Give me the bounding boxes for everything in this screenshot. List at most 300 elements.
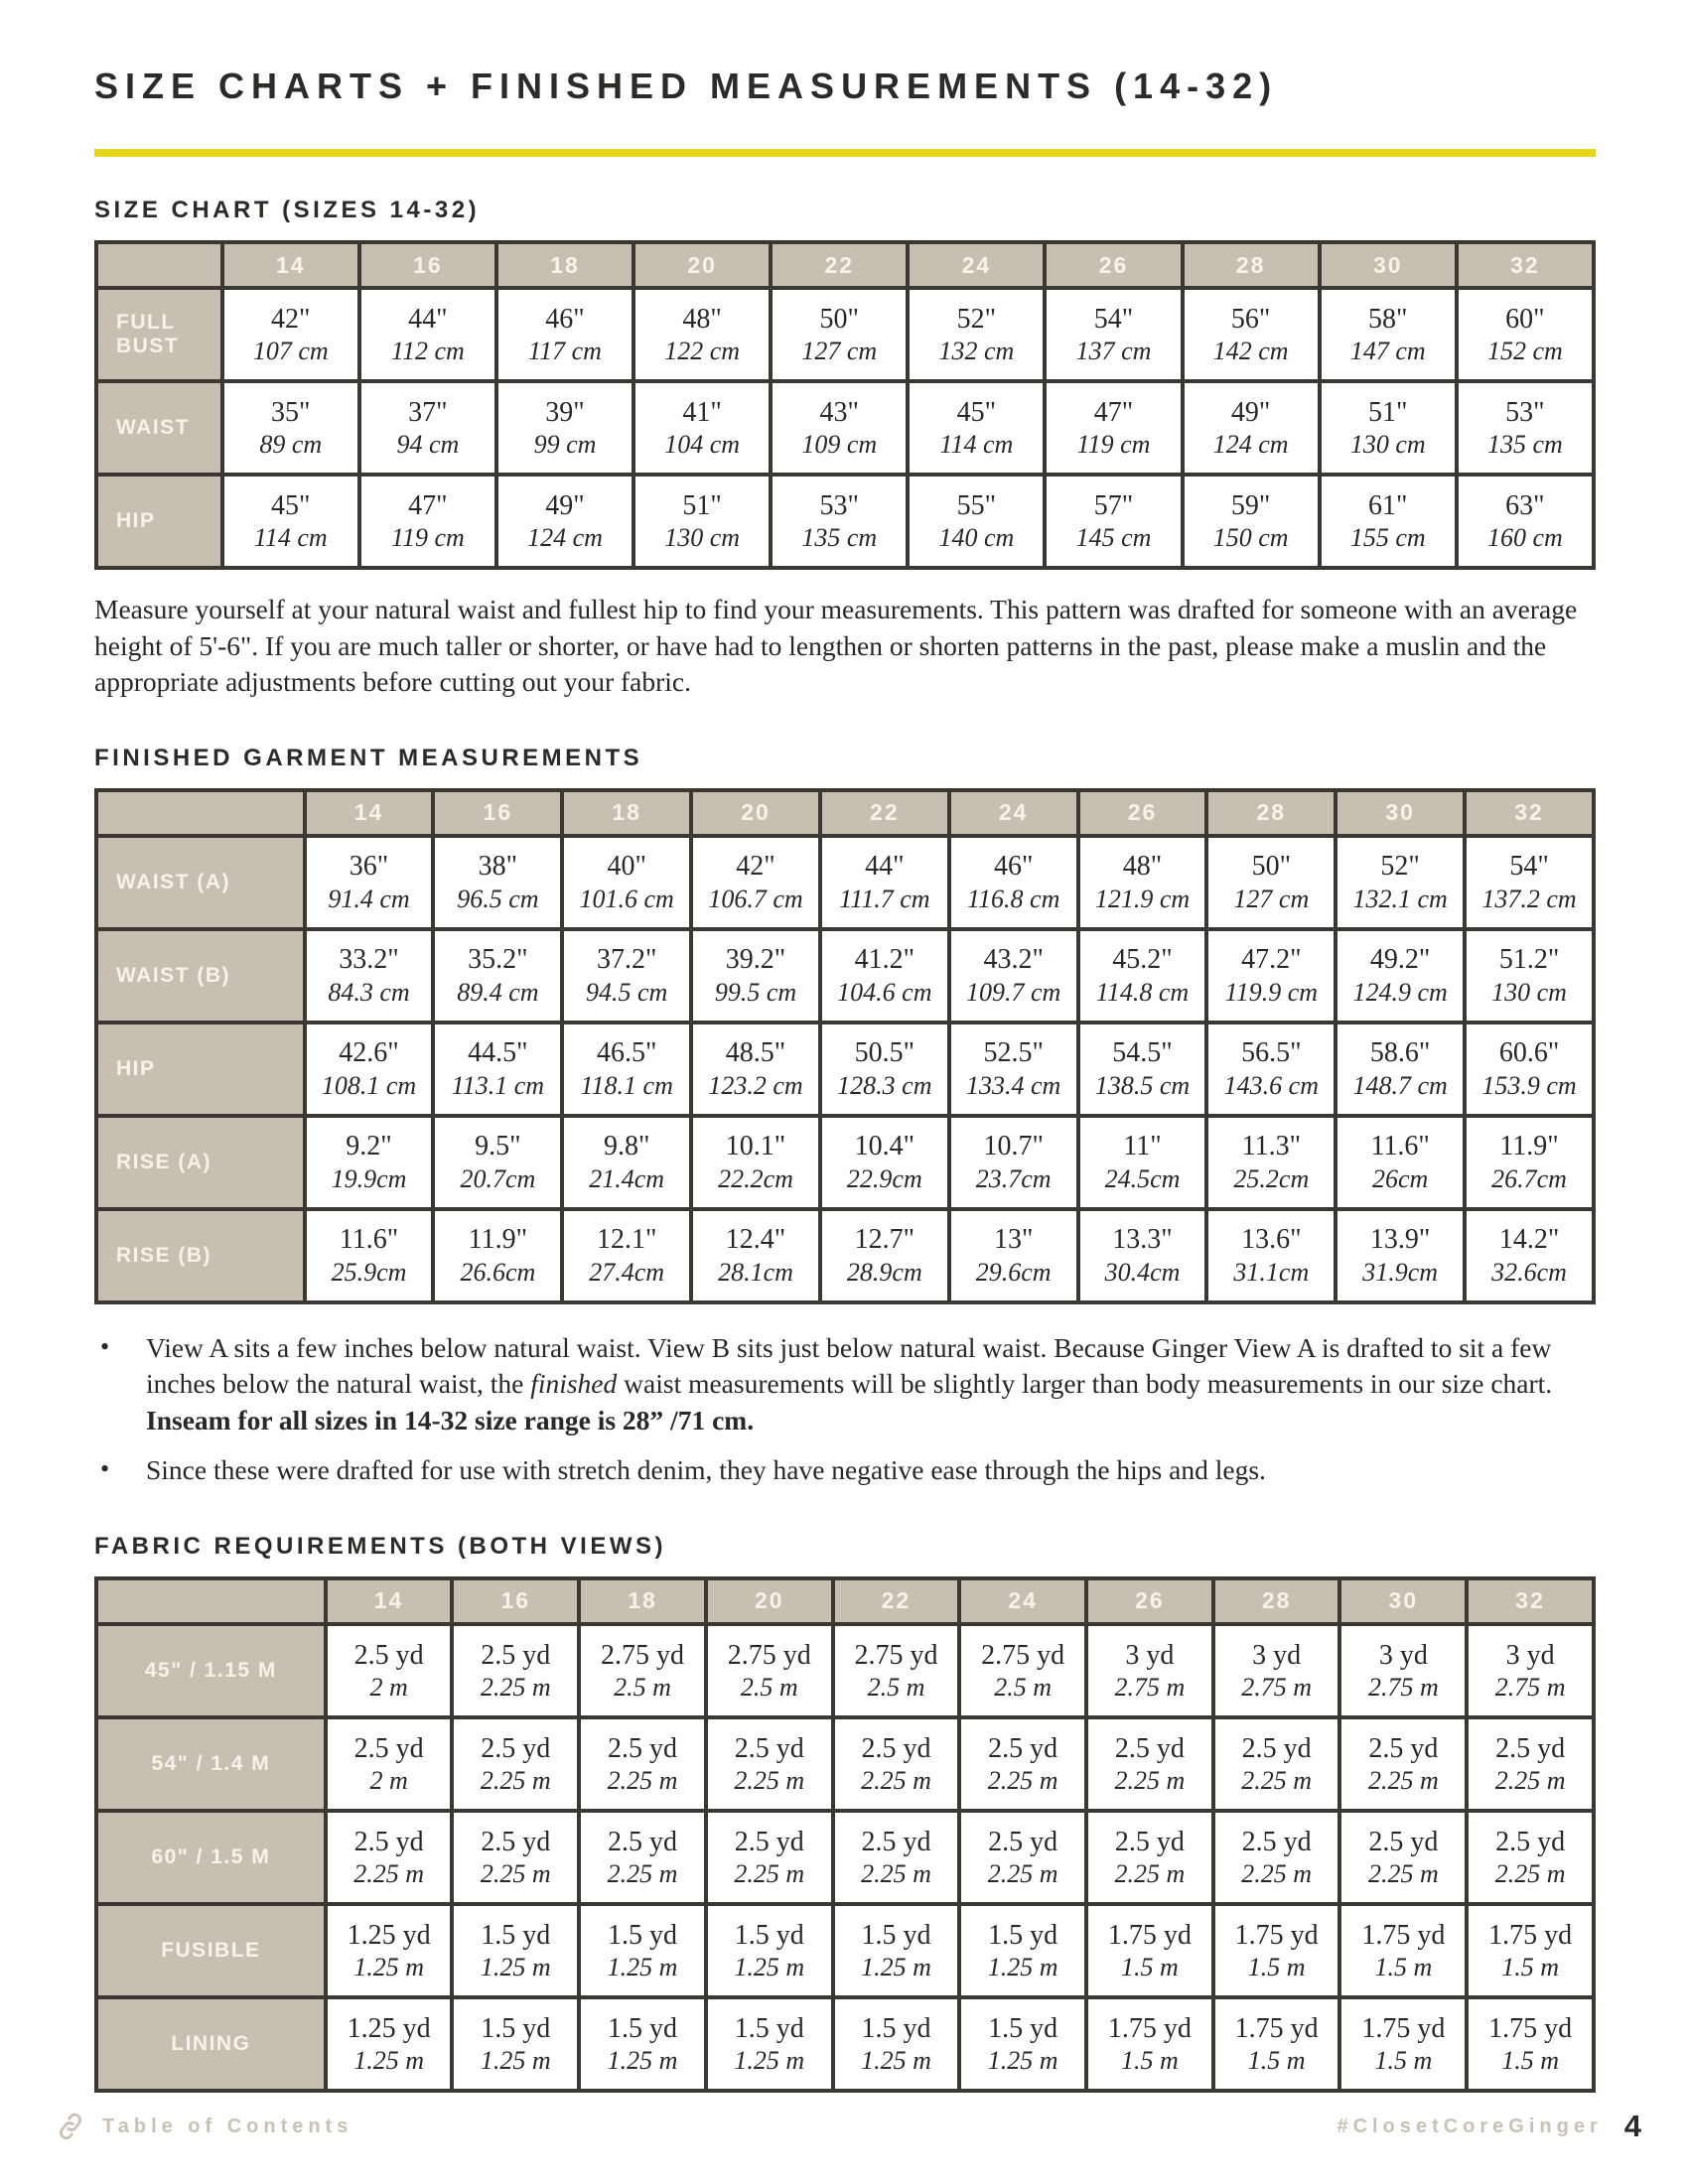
table-row — [96, 1624, 1594, 1717]
section-fabric-requirements — [94, 1533, 1596, 2093]
secondary-value: 2.25 m — [480, 1859, 551, 1889]
primary-value: 9.8" — [603, 1131, 650, 1162]
secondary-value: 94.5 cm — [586, 977, 668, 1007]
measurement-cell — [1467, 1997, 1594, 2091]
measurement-cell — [496, 381, 633, 475]
secondary-value: 142 cm — [1212, 337, 1289, 366]
measurement-cell — [820, 1116, 949, 1209]
measurement-cell — [1339, 1904, 1467, 1997]
measurement-cell — [359, 288, 496, 381]
primary-value: 1.5 yd — [481, 1919, 551, 1951]
primary-value: 1.5 yd — [861, 2012, 931, 2044]
primary-value: 2.75 yd — [981, 1639, 1065, 1671]
secondary-value: 2.25 m — [1494, 1766, 1566, 1796]
corner-cell — [96, 1578, 326, 1624]
secondary-value: 121.9 cm — [1094, 884, 1191, 913]
measurement-cell — [305, 1209, 434, 1302]
secondary-value: 114.8 cm — [1095, 977, 1190, 1007]
primary-value: 63" — [1505, 489, 1545, 521]
size-column-header: 14 — [326, 1578, 453, 1624]
size-column-header: 18 — [496, 242, 633, 288]
measurement-cell — [949, 1209, 1078, 1302]
table-row — [96, 1209, 1594, 1302]
secondary-value: 1.25 m — [861, 2046, 931, 2076]
secondary-value: 148.7 cm — [1352, 1070, 1448, 1100]
measurement-cell — [1206, 1023, 1336, 1116]
secondary-value: 135 cm — [801, 523, 878, 553]
note-text: Since these were drafted for use with stretch denim, they have negative ease through the hips and legs. — [146, 1454, 1266, 1486]
primary-value: 1.75 yd — [1361, 2012, 1446, 2044]
secondary-value: 2.25 m — [734, 1766, 805, 1796]
measurement-cell — [820, 929, 949, 1023]
size-header-row — [96, 242, 1594, 288]
primary-value: 1.5 yd — [608, 2012, 678, 2044]
primary-value: 2.5 yd — [1241, 1732, 1312, 1764]
secondary-value: 114 cm — [939, 430, 1014, 460]
size-column-header: 24 — [908, 242, 1045, 288]
measurement-cell — [1078, 929, 1207, 1023]
secondary-value: 1.5 m — [1374, 1953, 1433, 1982]
secondary-value: 118.1 cm — [580, 1070, 673, 1100]
table-row — [96, 288, 1594, 381]
secondary-value: 2.5 m — [740, 1673, 798, 1703]
primary-value: 48.5" — [725, 1037, 786, 1069]
measurement-cell — [959, 1904, 1086, 1997]
table-header — [96, 1578, 1594, 1624]
row-label: LINING — [96, 1997, 326, 2091]
primary-value: 2.5 yd — [988, 1826, 1058, 1857]
secondary-value: 132 cm — [938, 337, 1015, 366]
secondary-value: 26cm — [1371, 1163, 1429, 1193]
measurement-cell — [222, 475, 359, 568]
table-row — [96, 929, 1594, 1023]
measurement-cell — [633, 381, 771, 475]
secondary-value: 123.2 cm — [708, 1070, 803, 1100]
secondary-value: 21.4cm — [589, 1163, 665, 1193]
measurement-cell — [691, 1116, 820, 1209]
primary-value: 60" — [1505, 303, 1545, 335]
primary-value: 10.1" — [725, 1131, 786, 1162]
secondary-value: 2.25 m — [734, 1859, 805, 1889]
primary-value: 1.25 yd — [347, 1919, 431, 1951]
measurement-cell — [1206, 1116, 1336, 1209]
primary-value: 2.75 yd — [854, 1639, 938, 1671]
primary-value: 1.75 yd — [1234, 1919, 1319, 1951]
measurement-cell — [1086, 1904, 1213, 1997]
measurement-cell — [833, 1904, 960, 1997]
size-column-header: 16 — [359, 242, 496, 288]
primary-value: 12.1" — [596, 1224, 657, 1256]
measurement-cell — [1467, 1811, 1594, 1904]
primary-value: 45.2" — [1112, 944, 1173, 976]
measurement-cell — [1206, 929, 1336, 1023]
row-label: HIP — [96, 1023, 305, 1116]
primary-value: 14.2" — [1498, 1224, 1560, 1256]
secondary-value: 127 cm — [801, 337, 878, 366]
note-text: waist measurements will be slightly larger than body measurements in our size chart. — [617, 1368, 1553, 1400]
primary-value: 38" — [478, 851, 518, 883]
measurement-cell — [1339, 1624, 1467, 1717]
measurement-cell — [771, 288, 908, 381]
primary-value: 59" — [1230, 489, 1271, 521]
secondary-value: 29.6cm — [975, 1257, 1052, 1287]
secondary-value: 2.25 m — [1494, 1859, 1566, 1889]
secondary-value: 155 cm — [1349, 523, 1426, 553]
measurement-cell — [691, 1023, 820, 1116]
secondary-value: 137.2 cm — [1481, 884, 1577, 913]
size-column-header: 26 — [1086, 1578, 1213, 1624]
primary-value: 3 yd — [1378, 1639, 1428, 1671]
secondary-value: 22.9cm — [846, 1163, 922, 1193]
primary-value: 3 yd — [1505, 1639, 1555, 1671]
measurement-cell — [771, 475, 908, 568]
primary-value: 58.6" — [1369, 1037, 1431, 1069]
secondary-value: 1.25 m — [353, 1953, 424, 1982]
measurement-cell — [1467, 1904, 1594, 1997]
primary-value: 43.2" — [983, 944, 1044, 976]
title-underline — [94, 149, 1596, 157]
measurement-cell — [1320, 381, 1457, 475]
measurement-cell — [433, 1023, 562, 1116]
measurement-cell — [579, 1717, 706, 1811]
size-column-header: 18 — [562, 790, 691, 836]
primary-value: 42" — [736, 851, 775, 883]
size-column-header: 32 — [1457, 242, 1594, 288]
secondary-value: 153.9 cm — [1481, 1070, 1577, 1100]
row-label: RISE (A) — [96, 1116, 305, 1209]
measurement-cell — [1045, 475, 1182, 568]
secondary-value: 138.5 cm — [1094, 1070, 1191, 1100]
size-column-header: 18 — [579, 1578, 706, 1624]
measurement-cell — [452, 1624, 579, 1717]
secondary-value: 135 cm — [1486, 430, 1563, 460]
secondary-value: 1.5 m — [1247, 1953, 1306, 1982]
secondary-value: 104.6 cm — [837, 977, 932, 1007]
measurement-cell — [959, 1811, 1086, 1904]
secondary-value: 2.75 m — [1367, 1673, 1439, 1703]
secondary-value: 124 cm — [527, 523, 603, 553]
measurement-cell — [562, 929, 691, 1023]
primary-value: 1.75 yd — [1107, 1919, 1192, 1951]
primary-value: 39.2" — [725, 944, 786, 976]
secondary-value: 1.25 m — [607, 2046, 678, 2076]
size-column-header: 20 — [691, 790, 820, 836]
primary-value: 3 yd — [1125, 1639, 1175, 1671]
primary-value: 39" — [545, 396, 585, 428]
note-text: View A sits a few inches below natural waist. View B sits just below natural waist. Because Ginger View A is drafted to sit a few inches below the natural waist, the — [146, 1331, 1552, 1400]
secondary-value: 127 cm — [1233, 884, 1310, 913]
primary-value: 55" — [956, 489, 997, 521]
secondary-value: 26.7cm — [1491, 1163, 1567, 1193]
measurement-cell — [1465, 1116, 1594, 1209]
primary-value: 2.5 yd — [353, 1826, 424, 1857]
note-item — [94, 1330, 1596, 1439]
secondary-value: 2 m — [369, 1766, 408, 1796]
secondary-value: 112 cm — [390, 337, 465, 366]
secondary-value: 2.25 m — [1241, 1766, 1312, 1796]
measurement-cell — [706, 1717, 833, 1811]
measurement-cell — [579, 1624, 706, 1717]
primary-value: 35" — [271, 396, 311, 428]
primary-value: 56.5" — [1241, 1037, 1302, 1069]
section-size-chart — [94, 197, 1596, 701]
measurement-cell — [833, 1811, 960, 1904]
secondary-value: 2.25 m — [1114, 1859, 1186, 1889]
secondary-value: 108.1 cm — [321, 1070, 417, 1100]
primary-value: 1.75 yd — [1361, 1919, 1446, 1951]
measurement-cell — [326, 1997, 453, 2091]
primary-value: 47.2" — [1241, 944, 1302, 976]
measurement-cell — [1078, 1209, 1207, 1302]
secondary-value: 1.25 m — [987, 2046, 1058, 2076]
measurement-cell — [1339, 1997, 1467, 2091]
measurement-cell — [771, 381, 908, 475]
table-row — [96, 381, 1594, 475]
size-column-header: 30 — [1336, 790, 1465, 836]
primary-value: 48" — [682, 303, 722, 335]
measurement-cell — [359, 381, 496, 475]
measurement-cell — [1465, 836, 1594, 929]
table-header — [96, 790, 1594, 836]
measurement-cell — [562, 1116, 691, 1209]
primary-value: 42" — [271, 303, 311, 335]
secondary-value: 31.1cm — [1233, 1257, 1310, 1287]
measurement-cell — [1206, 836, 1336, 929]
primary-value: 12.4" — [725, 1224, 786, 1256]
secondary-value: 89 cm — [259, 430, 323, 460]
size-column-header: 28 — [1206, 790, 1336, 836]
secondary-value: 109.7 cm — [966, 977, 1061, 1007]
size-column-header: 16 — [452, 1578, 579, 1624]
primary-value: 2.5 yd — [1495, 1732, 1566, 1764]
measurement-cell — [1086, 1997, 1213, 2091]
measurement-cell — [496, 288, 633, 381]
primary-value: 51" — [1368, 396, 1408, 428]
secondary-value: 2.75 m — [1494, 1673, 1566, 1703]
measurement-cell — [1336, 1116, 1465, 1209]
secondary-value: 101.6 cm — [579, 884, 674, 913]
secondary-value: 140 cm — [938, 523, 1015, 553]
row-label: 45" / 1.15 M — [96, 1624, 326, 1717]
primary-value: 44" — [865, 851, 905, 883]
measurement-cell — [305, 1116, 434, 1209]
measurement-cell — [1336, 929, 1465, 1023]
secondary-value: 27.4cm — [589, 1257, 665, 1287]
primary-value: 1.5 yd — [861, 1919, 931, 1951]
measurement-cell — [1213, 1811, 1340, 1904]
secondary-value: 2.25 m — [480, 1766, 551, 1796]
primary-value: 54" — [1509, 851, 1549, 883]
size-column-header: 30 — [1320, 242, 1457, 288]
secondary-value: 22.2cm — [718, 1163, 793, 1193]
hashtag-label: #ClosetCoreGinger — [1336, 2115, 1603, 2137]
primary-value: 1.5 yd — [988, 2012, 1058, 2044]
size-header-row — [96, 1578, 1594, 1624]
table-row — [96, 1997, 1594, 2091]
measurement-cell — [1183, 381, 1320, 475]
table-of-contents-label: Table of Contents — [102, 2115, 353, 2137]
primary-value: 58" — [1368, 303, 1408, 335]
measurement-cell — [1045, 381, 1182, 475]
size-column-header: 30 — [1339, 1578, 1467, 1624]
primary-value: 1.5 yd — [988, 1919, 1058, 1951]
primary-value: 52" — [1380, 851, 1420, 883]
measurement-cell — [949, 929, 1078, 1023]
primary-value: 11.9" — [1499, 1131, 1559, 1162]
page-number: 4 — [1623, 2109, 1642, 2143]
measurement-cell — [908, 288, 1045, 381]
footer-right — [1336, 2109, 1642, 2144]
primary-value: 9.2" — [346, 1131, 392, 1162]
measurement-cell — [1457, 475, 1594, 568]
secondary-value: 150 cm — [1212, 523, 1289, 553]
page-footer — [55, 2109, 1642, 2144]
secondary-value: 119 cm — [1076, 430, 1151, 460]
primary-value: 13.3" — [1112, 1224, 1173, 1256]
primary-value: 35.2" — [468, 944, 528, 976]
secondary-value: 130 cm — [1349, 430, 1426, 460]
measurement-cell — [433, 1116, 562, 1209]
table-row — [96, 475, 1594, 568]
primary-value: 46.5" — [596, 1037, 657, 1069]
secondary-value: 1.5 m — [1247, 2046, 1306, 2076]
secondary-value: 28.9cm — [846, 1257, 922, 1287]
measurement-cell — [820, 1023, 949, 1116]
measurement-cell — [706, 1904, 833, 1997]
measurement-cell — [452, 1811, 579, 1904]
primary-value: 2.5 yd — [608, 1826, 678, 1857]
secondary-value: 160 cm — [1486, 523, 1563, 553]
secondary-value: 1.5 m — [1121, 1953, 1179, 1982]
measurement-cell — [949, 1116, 1078, 1209]
measurement-cell — [326, 1904, 453, 1997]
primary-value: 49" — [1230, 396, 1271, 428]
secondary-value: 1.5 m — [1501, 1953, 1559, 1982]
measurement-cell — [452, 1997, 579, 2091]
secondary-value: 106.7 cm — [708, 884, 803, 913]
primary-value: 2.5 yd — [1368, 1826, 1439, 1857]
table-of-contents-link[interactable] — [55, 2111, 352, 2142]
measurement-cell — [706, 1624, 833, 1717]
primary-value: 54" — [1093, 303, 1134, 335]
primary-value: 49.2" — [1369, 944, 1431, 976]
primary-value: 36" — [349, 851, 389, 883]
secondary-value: 94 cm — [396, 430, 460, 460]
measurement-cell — [452, 1904, 579, 1997]
primary-value: 46" — [545, 303, 585, 335]
measurement-cell — [433, 929, 562, 1023]
secondary-value: 25.2cm — [1233, 1163, 1310, 1193]
secondary-value: 2.75 m — [1114, 1673, 1186, 1703]
fabric-requirements-table — [94, 1576, 1596, 2093]
secondary-value: 1.25 m — [734, 2046, 805, 2076]
measurement-cell — [562, 1209, 691, 1302]
primary-value: 50" — [819, 303, 859, 335]
measurement-cell — [949, 836, 1078, 929]
measurement-cell — [1086, 1811, 1213, 1904]
primary-value: 1.5 yd — [608, 1919, 678, 1951]
secondary-value: 130 cm — [664, 523, 741, 553]
secondary-value: 30.4cm — [1104, 1257, 1181, 1287]
note-item — [94, 1452, 1596, 1489]
primary-value: 48" — [1122, 851, 1163, 883]
primary-value: 9.5" — [475, 1131, 521, 1162]
measurement-cell — [1078, 836, 1207, 929]
measurement-cell — [433, 1209, 562, 1302]
primary-value: 45" — [271, 489, 311, 521]
secondary-value: 2.25 m — [861, 1859, 931, 1889]
secondary-value: 1.25 m — [861, 1953, 931, 1982]
primary-value: 53" — [1505, 396, 1545, 428]
measurement-cell — [222, 288, 359, 381]
size-column-header: 16 — [433, 790, 562, 836]
secondary-value: 1.25 m — [480, 1953, 551, 1982]
secondary-value: 114 cm — [253, 523, 328, 553]
measurement-cell — [326, 1717, 453, 1811]
size-chart-heading: SIZE CHART (SIZES 14-32) — [94, 197, 481, 223]
primary-value: 1.75 yd — [1488, 2012, 1573, 2044]
primary-value: 41" — [682, 396, 722, 428]
primary-value: 37" — [408, 396, 448, 428]
secondary-value: 2.25 m — [987, 1859, 1058, 1889]
measurement-cell — [562, 1023, 691, 1116]
secondary-value: 117 cm — [528, 337, 602, 366]
primary-value: 2.75 yd — [727, 1639, 811, 1671]
primary-value: 2.5 yd — [481, 1732, 551, 1764]
secondary-value: 119 cm — [390, 523, 465, 553]
measurement-cell — [1320, 288, 1457, 381]
primary-value: 2.5 yd — [1114, 1732, 1185, 1764]
measurement-cell — [496, 475, 633, 568]
secondary-value: 145 cm — [1075, 523, 1152, 553]
size-column-header: 22 — [833, 1578, 960, 1624]
primary-value: 2.5 yd — [1368, 1732, 1439, 1764]
measurement-cell — [1078, 1116, 1207, 1209]
secondary-value: 2.25 m — [987, 1766, 1058, 1796]
secondary-value: 109 cm — [801, 430, 878, 460]
primary-value: 2.5 yd — [734, 1732, 804, 1764]
primary-value: 1.75 yd — [1107, 2012, 1192, 2044]
primary-value: 1.25 yd — [347, 2012, 431, 2044]
table-row — [96, 1904, 1594, 1997]
measurement-cell — [326, 1624, 453, 1717]
table-row — [96, 1717, 1594, 1811]
primary-value: 1.75 yd — [1488, 1919, 1573, 1951]
size-column-header: 24 — [949, 790, 1078, 836]
measurement-cell — [1213, 1904, 1340, 1997]
size-column-header: 22 — [820, 790, 949, 836]
measurement-cell — [706, 1811, 833, 1904]
row-label: WAIST (B) — [96, 929, 305, 1023]
primary-value: 2.5 yd — [861, 1826, 931, 1857]
size-column-header: 14 — [305, 790, 434, 836]
measurement-cell — [691, 836, 820, 929]
secondary-value: 1.5 m — [1501, 2046, 1559, 2076]
measurement-cell — [1465, 929, 1594, 1023]
secondary-value: 137 cm — [1075, 337, 1152, 366]
primary-value: 1.5 yd — [734, 2012, 804, 2044]
primary-value: 46" — [993, 851, 1034, 883]
measurement-cell — [1339, 1717, 1467, 1811]
measurement-cell — [1213, 1997, 1340, 2091]
measurement-cell — [1078, 1023, 1207, 1116]
size-header-row — [96, 790, 1594, 836]
measurement-cell — [1457, 288, 1594, 381]
link-icon — [55, 2111, 86, 2142]
row-label: RISE (B) — [96, 1209, 305, 1302]
secondary-value: 116.8 cm — [966, 884, 1060, 913]
secondary-value: 99 cm — [533, 430, 597, 460]
